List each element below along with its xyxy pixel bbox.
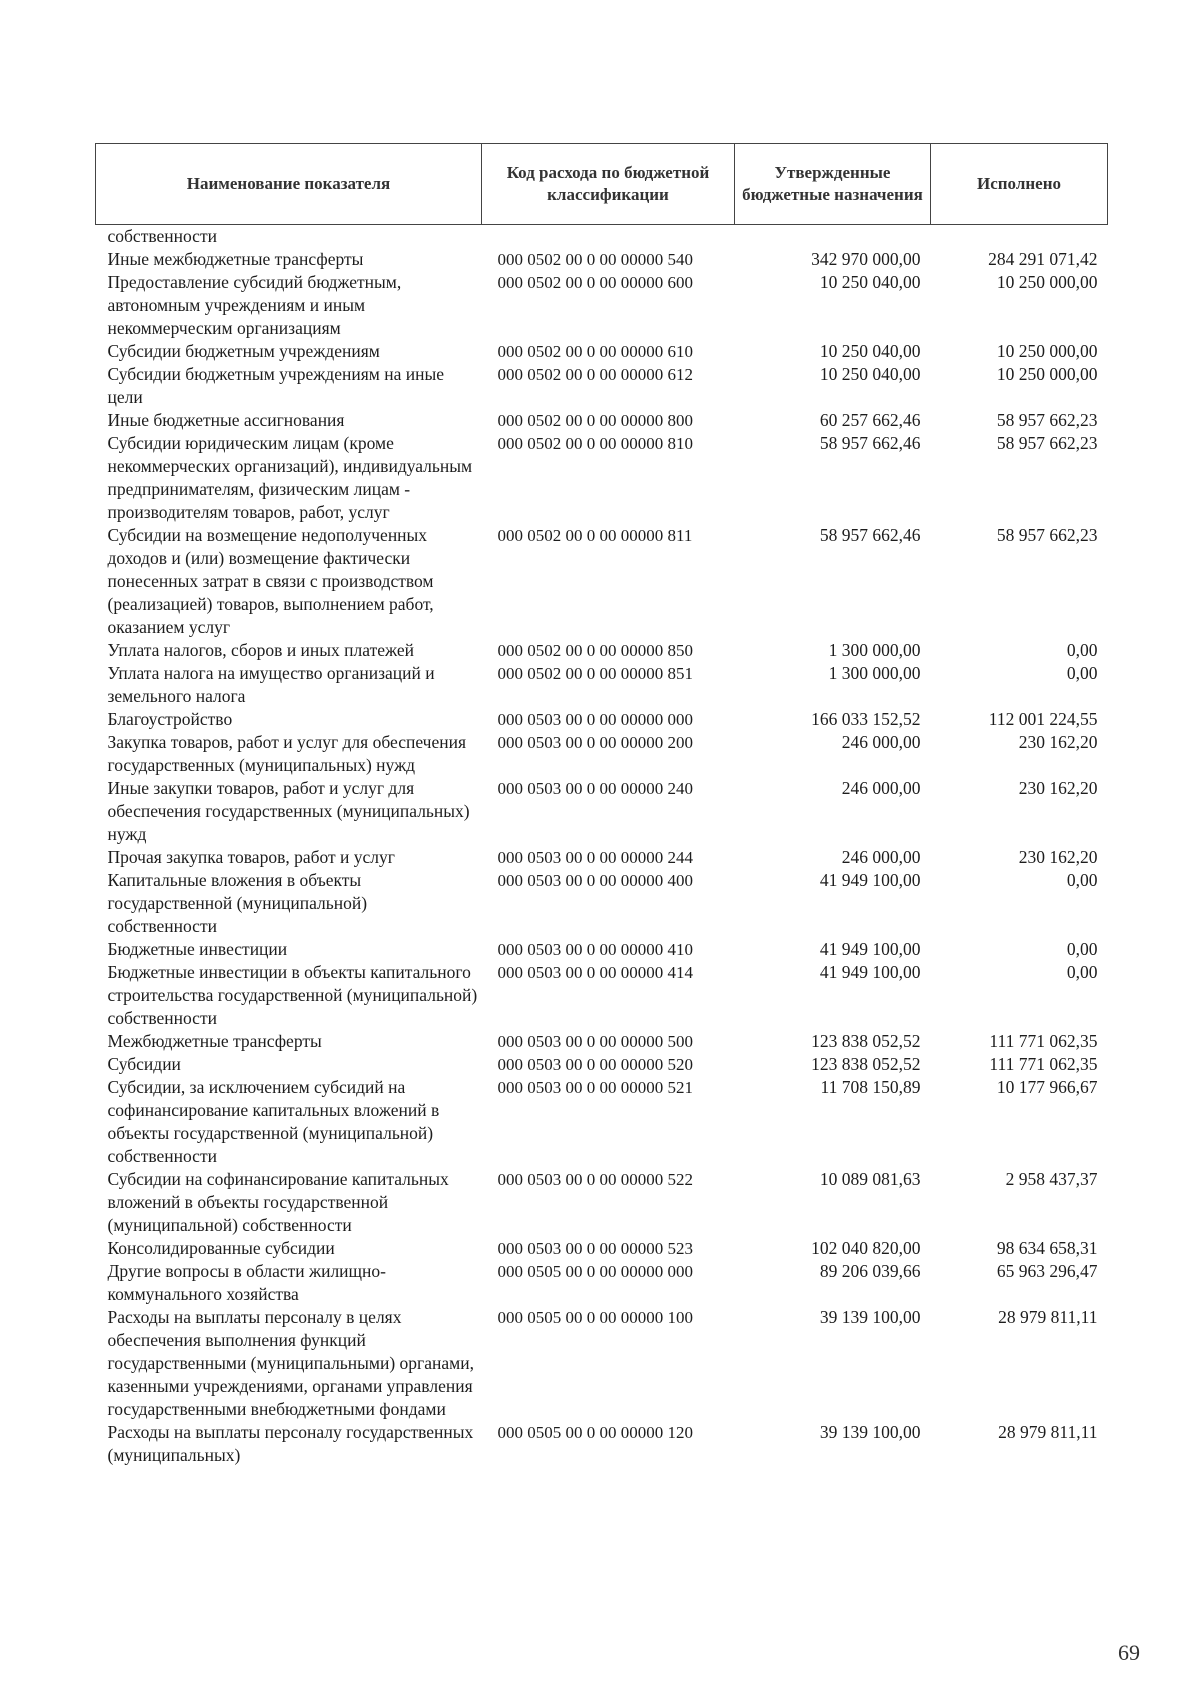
- row-budget-code: 000 0503 00 0 00 00000 410: [497, 940, 693, 959]
- row-executed-amount: 0,00: [1066, 962, 1098, 982]
- table-row: [96, 225, 1108, 249]
- row-budget-code: 000 0502 00 0 00 00000 610: [497, 342, 693, 361]
- row-budget-code: 000 0503 00 0 00 00000 000: [497, 710, 693, 729]
- row-approved-amount: 41 949 100,00: [819, 939, 921, 959]
- header-row: [96, 144, 1108, 225]
- row-executed-amount: 0,00: [1066, 663, 1098, 683]
- row-indicator-name: Субсидии бюджетным учреждениям на иные цели: [107, 364, 444, 407]
- row-indicator-name: Субсидии, за исключением субсидий на софинансирование капитальных вложений в объекты государственной (муниципальной) собственности: [107, 1077, 440, 1166]
- row-approved-amount: 246 000,00: [841, 732, 921, 752]
- row-executed-amount: [931, 225, 1108, 249]
- table-row: [96, 1237, 1108, 1260]
- row-indicator-name: Расходы на выплаты персоналу государственных (муниципальных): [107, 1422, 474, 1465]
- row-budget-code: 000 0503 00 0 00 00000 523: [497, 1239, 693, 1258]
- row-budget-code: 000 0502 00 0 00 00000 810: [497, 434, 693, 453]
- row-approved-amount: 342 970 000,00: [811, 249, 921, 269]
- row-executed-amount: 10 250 000,00: [996, 272, 1098, 292]
- row-approved-amount: 246 000,00: [841, 778, 921, 798]
- row-approved-amount: 1 300 000,00: [828, 663, 921, 683]
- row-indicator-name: Иные закупки товаров, работ и услуг для обеспечения государственных (муниципальных) нужд: [107, 778, 470, 844]
- row-executed-amount: 230 162,20: [1018, 847, 1098, 867]
- row-approved-amount: 58 957 662,46: [819, 525, 921, 545]
- row-executed-amount: 58 957 662,23: [996, 410, 1098, 430]
- row-indicator-name: Благоустройство: [107, 709, 233, 729]
- row-indicator-name: Иные бюджетные ассигнования: [107, 410, 345, 430]
- table-row: [96, 1168, 1108, 1237]
- header-budget-code: Код расхода по бюджетной классификации: [482, 144, 735, 225]
- row-budget-code: 000 0502 00 0 00 00000 540: [497, 250, 693, 269]
- row-executed-amount: 10 250 000,00: [996, 364, 1098, 384]
- table-row: [96, 662, 1108, 708]
- row-approved-amount: 10 250 040,00: [819, 364, 921, 384]
- row-approved-amount: 102 040 820,00: [811, 1238, 921, 1258]
- header-executed: Исполнено: [931, 144, 1108, 225]
- row-approved-amount: 89 206 039,66: [819, 1261, 921, 1281]
- row-executed-amount: 10 177 966,67: [996, 1077, 1098, 1097]
- table-row: [96, 1260, 1108, 1306]
- row-approved-amount: 1 300 000,00: [828, 640, 921, 660]
- row-budget-code: 000 0503 00 0 00 00000 414: [497, 963, 693, 982]
- row-indicator-name: Консолидированные субсидии: [107, 1238, 335, 1258]
- row-executed-amount: 230 162,20: [1018, 732, 1098, 752]
- row-executed-amount: 112 001 224,55: [988, 709, 1098, 729]
- table-row: [96, 961, 1108, 1030]
- row-indicator-name: Субсидии бюджетным учреждениям: [107, 341, 380, 361]
- row-budget-code: 000 0502 00 0 00 00000 800: [497, 411, 693, 430]
- row-executed-amount: 98 634 658,31: [996, 1238, 1098, 1258]
- row-budget-code: 000 0502 00 0 00 00000 600: [497, 273, 693, 292]
- row-executed-amount: 0,00: [1066, 939, 1098, 959]
- table-header: [96, 144, 1108, 225]
- row-indicator-name: Закупка товаров, работ и услуг для обеспечения государственных (муниципальных) нужд: [107, 732, 467, 775]
- row-approved-amount: 246 000,00: [841, 847, 921, 867]
- table-row: [96, 1306, 1108, 1421]
- row-approved-amount: 123 838 052,52: [811, 1054, 921, 1074]
- row-approved-amount: 39 139 100,00: [819, 1422, 921, 1442]
- row-indicator-name: Бюджетные инвестиции: [107, 939, 288, 959]
- row-indicator-name: Уплата налогов, сборов и иных платежей: [107, 640, 414, 660]
- row-executed-amount: 284 291 071,42: [988, 249, 1098, 269]
- budget-execution-table: [95, 143, 1108, 1467]
- row-approved-amount: 10 250 040,00: [819, 272, 921, 292]
- row-executed-amount: 2 958 437,37: [1005, 1169, 1098, 1189]
- page-number: 69: [1118, 1640, 1140, 1665]
- row-indicator-name: Субсидии на софинансирование капитальных вложений в объекты государственной (муниципальной) собственности: [107, 1169, 449, 1235]
- table-row: [96, 938, 1108, 961]
- table-row: [96, 708, 1108, 731]
- table-row: [96, 1076, 1108, 1168]
- table-row: [96, 846, 1108, 869]
- row-executed-amount: 230 162,20: [1018, 778, 1098, 798]
- table-row: [96, 731, 1108, 777]
- row-indicator-name: Субсидии: [107, 1054, 181, 1074]
- row-indicator-name: Капитальные вложения в объекты государственной (муниципальной) собственности: [107, 870, 368, 936]
- row-executed-amount: 111 771 062,35: [989, 1054, 1098, 1074]
- row-indicator-name: Уплата налога на имущество организаций и земельного налога: [107, 663, 435, 706]
- row-executed-amount: 65 963 296,47: [996, 1261, 1098, 1281]
- row-executed-amount: 58 957 662,23: [996, 433, 1098, 453]
- row-approved-amount: 11 708 150,89: [820, 1077, 921, 1097]
- table-row: [96, 271, 1108, 340]
- header-indicator-name: Наименование показателя: [96, 144, 482, 225]
- row-budget-code: 000 0503 00 0 00 00000 244: [497, 848, 693, 867]
- row-indicator-name: Прочая закупка товаров, работ и услуг: [107, 847, 395, 867]
- row-budget-code: 000 0505 00 0 00 00000 120: [497, 1423, 693, 1442]
- row-approved-amount: 166 033 152,52: [811, 709, 921, 729]
- header-approved-allocations: Утвержденные бюджетные назначения: [735, 144, 931, 225]
- row-budget-code: 000 0502 00 0 00 00000 851: [497, 664, 693, 683]
- row-budget-code: 000 0503 00 0 00 00000 521: [497, 1078, 693, 1097]
- table-row: [96, 363, 1108, 409]
- row-approved-amount: 123 838 052,52: [811, 1031, 921, 1051]
- row-executed-amount: 111 771 062,35: [989, 1031, 1098, 1051]
- row-approved-amount: 10 250 040,00: [819, 341, 921, 361]
- row-budget-code: 000 0502 00 0 00 00000 811: [497, 526, 693, 545]
- row-executed-amount: 28 979 811,11: [998, 1307, 1098, 1327]
- row-budget-code: 000 0503 00 0 00 00000 520: [497, 1055, 693, 1074]
- row-budget-code: 000 0503 00 0 00 00000 200: [497, 733, 693, 752]
- table-row: [96, 639, 1108, 662]
- row-approved-amount: 41 949 100,00: [819, 870, 921, 890]
- row-budget-code: 000 0503 00 0 00 00000 500: [497, 1032, 693, 1051]
- row-approved-amount: 41 949 100,00: [819, 962, 921, 982]
- table-row: [96, 1053, 1108, 1076]
- row-budget-code: [482, 225, 735, 249]
- row-approved-amount: 60 257 662,46: [819, 410, 921, 430]
- table-row: [96, 340, 1108, 363]
- row-indicator-name: Бюджетные инвестиции в объекты капитального строительства государственной (муниципальной) собственности: [107, 962, 478, 1028]
- row-budget-code: 000 0503 00 0 00 00000 522: [497, 1170, 693, 1189]
- row-executed-amount: 10 250 000,00: [996, 341, 1098, 361]
- table-row: [96, 869, 1108, 938]
- table-row: [96, 1030, 1108, 1053]
- row-indicator-name: Иные межбюджетные трансферты: [107, 249, 364, 269]
- row-budget-code: 000 0502 00 0 00 00000 850: [497, 641, 693, 660]
- row-budget-code: 000 0505 00 0 00 00000 100: [497, 1308, 693, 1327]
- table-row: [96, 409, 1108, 432]
- table-row: [96, 777, 1108, 846]
- row-indicator-name: Межбюджетные трансферты: [107, 1031, 322, 1051]
- row-budget-code: 000 0502 00 0 00 00000 612: [497, 365, 693, 384]
- row-approved-amount: 10 089 081,63: [819, 1169, 921, 1189]
- row-indicator-name: Субсидии на возмещение недополученных доходов и (или) возмещение фактически понесенных затрат в связи с производством (реализацией) товаров, выполнением работ, оказанием услуг: [107, 525, 434, 637]
- row-budget-code: 000 0505 00 0 00 00000 000: [497, 1262, 693, 1281]
- row-executed-amount: 28 979 811,11: [998, 1422, 1098, 1442]
- table-body: [96, 225, 1108, 1468]
- row-approved-amount: 58 957 662,46: [819, 433, 921, 453]
- row-budget-code: 000 0503 00 0 00 00000 400: [497, 871, 693, 890]
- row-executed-amount: 0,00: [1066, 870, 1098, 890]
- row-approved-amount: 39 139 100,00: [819, 1307, 921, 1327]
- row-executed-amount: 0,00: [1066, 640, 1098, 660]
- table-row: [96, 524, 1108, 639]
- row-indicator-name: Другие вопросы в области жилищно-коммунального хозяйства: [107, 1261, 386, 1304]
- row-executed-amount: 58 957 662,23: [996, 525, 1098, 545]
- row-budget-code: 000 0503 00 0 00 00000 240: [497, 779, 693, 798]
- row-indicator-name: Субсидии юридическим лицам (кроме некоммерческих организаций), индивидуальным предпринимателям, физическим лицам - производителям товаров, работ, услуг: [107, 433, 473, 522]
- table-row: [96, 432, 1108, 524]
- table-row: [96, 248, 1108, 271]
- row-indicator-name: Расходы на выплаты персоналу в целях обеспечения выполнения функций государственными (муниципальными) органами, казенными учреждениями, органами управления государственными внебюджетными фондами: [107, 1307, 474, 1419]
- row-approved-amount: [735, 225, 931, 249]
- row-indicator-name: Предоставление субсидий бюджетным, автономным учреждениям и иным некоммерческим организациям: [107, 272, 402, 338]
- row-indicator-name: собственности: [107, 226, 217, 246]
- table-row: [96, 1421, 1108, 1467]
